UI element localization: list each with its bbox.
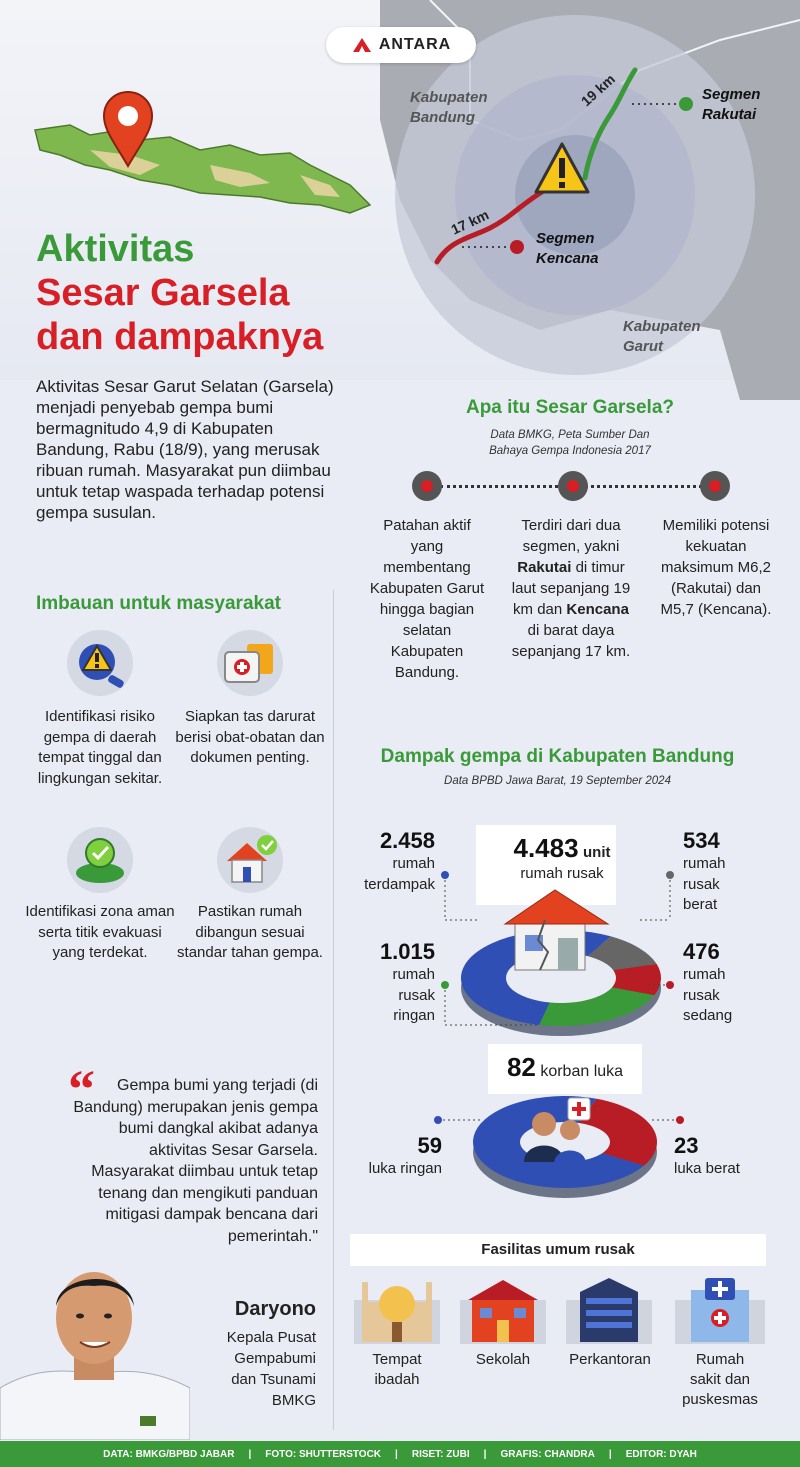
facility-label-2: Sekolah [475, 1351, 531, 1368]
map-label-bandung: Kabupaten Bandung [410, 89, 488, 126]
timeline-node-3 [700, 471, 730, 501]
advice-text-2: Siapkan tas darurat berisi obat-obatan dan dokumen penting. [175, 708, 325, 766]
segment-kencana-label: Segmen Kencana [536, 230, 599, 267]
timeline-node-2 [558, 471, 588, 501]
total-damaged-number: 4.483 [513, 833, 579, 863]
intro-paragraph: Aktivitas Sesar Garut Selatan (Garsela) menjadi penyebab gempa bumi bermagnitudo 4,9 di Kabupaten Bandung, Rabu (18/9), yang merusak ribuan rumah. Masyarakat pun diimbau untuk tetap waspada terhadap potensi gempa susulan. [36, 377, 334, 522]
stat-heavy-number: 534 [683, 828, 720, 853]
column-divider [333, 590, 334, 1430]
whatis-heading: Apa itu Sesar Garsela? [465, 397, 675, 418]
warning-icon [532, 140, 592, 200]
advice-icon-1 [67, 630, 133, 696]
advice-icon-2 [217, 630, 283, 696]
credit-data: DATA: BMKG/BPBD JABAR [103, 1448, 235, 1460]
stat-medium-number: 476 [683, 939, 720, 964]
total-damaged-label: rumah rusak [520, 865, 604, 882]
quote-text: Gempa bumi yang terjadi (di Bandung) merupakan jenis gempa bumi dangkal akibat adanya aktivitas Sesar Garsela. Masyarakat diimbau untuk tetap tenang dan mengikuti panduan mitigasi dampak bencana dari pemerintah." [73, 1077, 318, 1245]
impact-heading: Dampak gempa di Kabupaten Bandung [380, 746, 735, 767]
credit-separator-2: | [395, 1448, 398, 1460]
house-check-icon [217, 827, 283, 893]
advice-text-1: Identifikasi risiko gempa di daerah tempat tinggal dan lingkungan sekitar. [37, 708, 163, 787]
stat-minor-label: luka ringan [368, 1160, 442, 1177]
advice-icon-4 [217, 827, 283, 893]
legend-dot-minor [434, 1116, 442, 1124]
credits-footer [0, 1441, 800, 1467]
impact-source: Data BPBD Jawa Barat, 19 September 2024 [444, 775, 671, 787]
map-label-garut: Kabupaten Garut [623, 318, 701, 355]
facilities-heading: Fasilitas umum rusak [350, 1234, 766, 1266]
stat-light-label: rumah rusak ringan [392, 966, 435, 1024]
antara-mark-icon [351, 36, 373, 54]
stat-medium-label: rumah rusak sedang [683, 966, 733, 1024]
portrait-avatar [0, 1258, 190, 1440]
whatis-col-2 [511, 515, 631, 662]
advice-text-4: Pastikan rumah dibangun sesuai standar tahan gempa. [177, 903, 323, 961]
segment-rakutai-length: 19 km [577, 70, 618, 110]
stat-heavy [683, 828, 783, 916]
safe-zone-icon [67, 827, 133, 893]
whatis-col-1: Patahan aktif yang membentang Kabupaten Garut hingga bagian selatan Kabupaten Bandung. [369, 517, 485, 681]
whatis-col2-text-c: di timur laut sepanjang 19 km dan [511, 559, 631, 618]
warning-search-icon [67, 630, 133, 696]
office-icon [566, 1272, 652, 1344]
hospital-icon [675, 1272, 765, 1344]
antara-logo [326, 27, 476, 63]
credit-separator-3: | [483, 1448, 487, 1460]
brand-name: ANTARA [378, 36, 452, 53]
whatis-col2-kencana: Kencana [566, 601, 629, 618]
stat-severe-number: 23 [674, 1133, 699, 1158]
quote-mark-icon: “ [68, 1059, 95, 1119]
victims-total-number: 82 [506, 1052, 536, 1082]
stat-heavy-label: rumah rusak berat [683, 855, 726, 913]
victims-total-label: korban luka [540, 1063, 624, 1080]
stat-light-number: 1.015 [379, 939, 435, 964]
whatis-source: Data BMKG, Peta Sumber Dan Bahaya Gempa Indonesia 2017 [489, 429, 651, 457]
advice-icon-3 [67, 827, 133, 893]
legend-dot-light [441, 981, 449, 989]
whatis-col-3: Memiliki potensi kekuatan maksimum M6,2 (Rakutai) dan M5,7 (Kencana). [660, 517, 772, 618]
stat-affected-number: 2.458 [379, 828, 435, 853]
whatis-col2-text-e: di barat daya sepanjang 17 km. [511, 622, 631, 660]
advice-heading: Imbauan untuk masyarakat [36, 593, 281, 614]
whatis-col2-text-a: Terdiri dari dua segmen, yakni [521, 517, 621, 555]
credit-research: RISET: ZUBI [411, 1448, 470, 1460]
stat-medium [683, 939, 783, 1027]
stat-affected-label: rumah terdampak [364, 855, 435, 893]
location-pin-icon [100, 90, 156, 170]
mosque-icon [354, 1272, 440, 1344]
quote-author-name: Daryono [234, 1298, 316, 1320]
quote-author-role: Kepala Pusat Gempabumi dan Tsunami BMKG [226, 1329, 316, 1409]
legend-dot-medium [666, 981, 674, 989]
legend-dot-severe [676, 1116, 684, 1124]
school-icon [460, 1272, 546, 1344]
fault-map [0, 0, 800, 440]
credit-separator-1: | [248, 1448, 252, 1460]
facility-label-4: Rumah sakit dan puskesmas [682, 1351, 758, 1408]
segment-rakutai-label: Segmen Rakutai [702, 86, 761, 123]
page-title-line2: Sesar Garsela [36, 272, 290, 314]
page-title-line3: dan dampaknya [36, 316, 324, 358]
credit-separator-4: | [608, 1448, 612, 1460]
whatis-col2-rakutai: Rakutai [517, 559, 572, 576]
page-title-line1: Aktivitas [36, 228, 195, 270]
stat-affected [340, 828, 435, 895]
stat-severe-injury [674, 1133, 774, 1180]
victims-total [490, 1052, 640, 1083]
credit-editor: EDITOR: DYAH [625, 1448, 697, 1460]
credit-photo: FOTO: SHUTTERSTOCK [265, 1448, 382, 1460]
stat-minor-injury [344, 1133, 442, 1180]
first-aid-bag-icon [217, 630, 283, 696]
stat-minor-number: 59 [417, 1133, 442, 1158]
stat-severe-label: luka berat [674, 1160, 740, 1177]
facility-label-3: Perkantoran [569, 1351, 651, 1368]
advice-text-3: Identifikasi zona aman serta titik evakuasi yang terdekat. [25, 903, 175, 961]
total-damaged-unit: unit [583, 844, 611, 861]
legend-dot-heavy [666, 871, 674, 879]
java-island-map [30, 105, 375, 220]
legend-dot-affected [441, 871, 449, 879]
facility-label-1: Tempat ibadah [372, 1351, 422, 1388]
stat-light [340, 939, 435, 1027]
credit-graphic: GRAFIS: CHANDRA [500, 1448, 595, 1460]
timeline-node-1 [412, 471, 442, 501]
total-damaged [500, 833, 624, 885]
segment-kencana-length: 17 km [448, 206, 492, 238]
